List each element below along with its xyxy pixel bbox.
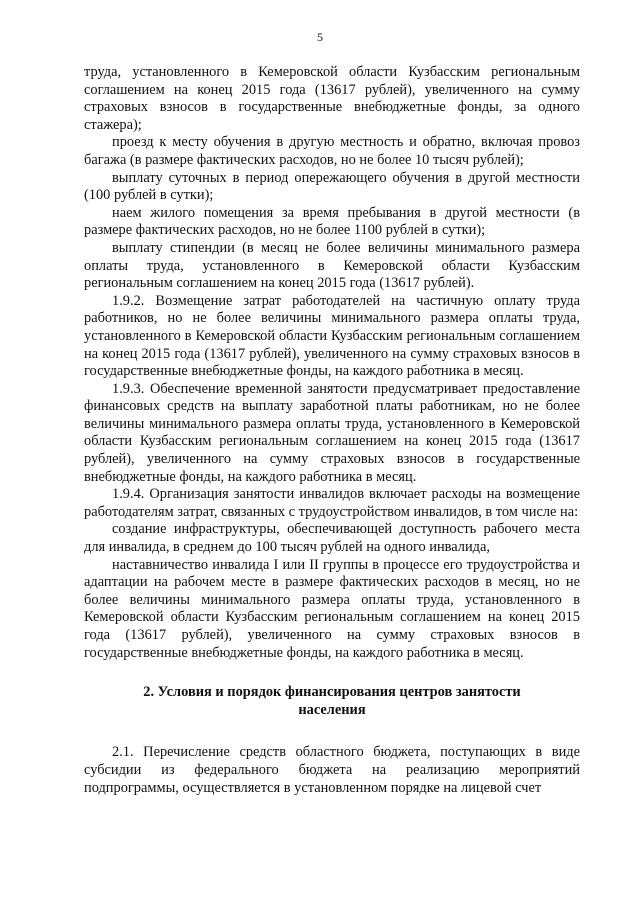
- paragraph-1-9-3: 1.9.3. Обеспечение временной занятости предусматривает предоставление финансовых средств на выплату заработной платы работникам, но не более величины минимального размера оплаты труда, установленного в Кемеровской области Кузбасским региональным соглашением на конец 2015 года (13617 рублей), увеличенного на сумму страховых взносов в государственные внебюджетные фонды, на каждого работника в месяц.: [84, 380, 580, 485]
- paragraph-mentoring: наставничество инвалида I или II группы в процессе его трудоустройства и адаптации на рабочем месте в размере фактических расходов в месяц, но не более величины минимального размера оплаты труда, установленного в Кемеровской области Кузбасским региональным соглашением на конец 2015 года (13617 рублей), увеличенного на сумму страховых взносов в государственные внебюджетные фонды, на каждого работника в месяц.: [84, 556, 580, 661]
- paragraph-1-9-2: 1.9.2. Возмещение затрат работодателей на частичную оплату труда работников, но не более величины минимального размера оплаты труда, установленного в Кемеровской области Кузбасским региональным соглашением на конец 2015 года (13617 рублей), увеличенного на сумму страховых взносов в государственные внебюджетные фонды, на каждого работника в месяц.: [84, 292, 580, 380]
- paragraph-travel-expenses: проезд к месту обучения в другую местность и обратно, включая провоз багажа (в размере фактических расходов, но не более 10 тысяч рублей);: [84, 134, 580, 168]
- document-body: [84, 64, 580, 797]
- paragraph-housing-rent: наем жилого помещения за время пребывания в другой местности (в размере фактических расходов, но не более 1100 рублей в сутки);: [84, 204, 580, 239]
- page-number: 5: [317, 30, 323, 44]
- section-heading: 2. Условия и порядок финансирования центров занятости населения: [143, 684, 521, 718]
- paragraph-daily-allowance: выплату суточных в период опережающего обучения в другой местности (100 рублей в сутки);: [84, 169, 580, 204]
- paragraph-2-1: 2.1. Перечисление средств областного бюджета, поступающих в виде субсидии из федерального бюджета на реализацию мероприятий подпрограммы, осуществляется в установленном порядке на лицевой счет: [84, 744, 580, 796]
- paragraph-infrastructure: создание инфраструктуры, обеспечивающей доступность рабочего места для инвалида, в среднем до 100 тысяч рублей на одного инвалида,: [84, 521, 580, 556]
- paragraph-stipend: выплату стипендии (в месяц не более величины минимального размера оплаты труда, установленного в Кемеровской области Кузбасским региональным соглашением на конец 2015 года (13617 рублей).: [84, 239, 580, 292]
- paragraph-continuation: труда, установленного в Кемеровской области Кузбасским региональным соглашением на конец 2015 года (13617 рублей), увеличенного на сумму страховых взносов в государственные внебюджетные фонды, за одного стажера);: [84, 64, 580, 133]
- paragraph-1-9-4: 1.9.4. Организация занятости инвалидов включает расходы на возмещение работодателям затрат, связанных с трудоустройством инвалидов, в том числе на:: [84, 486, 580, 520]
